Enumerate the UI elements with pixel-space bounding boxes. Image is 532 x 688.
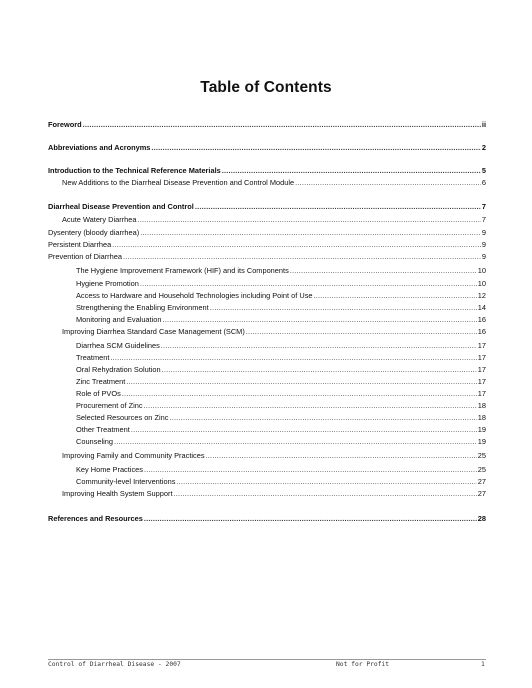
- toc-entry-title: Abbreviations and Acronyms: [48, 143, 151, 152]
- toc-entry-title: Improving Health System Support: [62, 489, 173, 498]
- toc-entry[interactable]: [76, 291, 486, 301]
- toc-dot-leader: [222, 166, 481, 176]
- toc-entry-page: 17: [477, 377, 486, 386]
- toc-entry[interactable]: [48, 143, 486, 153]
- toc-entry[interactable]: [76, 279, 486, 289]
- toc-entry-title: Monitoring and Evaluation: [76, 315, 162, 324]
- toc-entry-page: 16: [477, 315, 486, 324]
- toc-entry-page: 25: [477, 451, 486, 460]
- toc-entry-title: Community-level Interventions: [76, 477, 176, 486]
- toc-entry[interactable]: [76, 437, 486, 447]
- toc-dot-leader: [144, 514, 477, 524]
- toc-dot-leader: [174, 489, 477, 499]
- toc-dot-leader: [314, 291, 477, 301]
- toc-entry-page: 12: [477, 291, 486, 300]
- toc-dot-leader: [195, 202, 481, 212]
- toc-entry[interactable]: [76, 377, 486, 387]
- toc-entry-page: 16: [477, 327, 486, 336]
- toc-entry[interactable]: [76, 389, 486, 399]
- footer-page-number: 1: [481, 661, 485, 668]
- footer-divider: [48, 659, 486, 660]
- toc-entry[interactable]: [48, 228, 486, 238]
- toc-entry-title: Key Home Practices: [76, 465, 143, 474]
- toc-entry-page: 17: [477, 389, 486, 398]
- toc-dot-leader: [161, 341, 477, 351]
- toc-entry-page: 19: [477, 425, 486, 434]
- toc-entry-page: 27: [477, 477, 486, 486]
- toc-dot-leader: [162, 365, 477, 375]
- toc-dot-leader: [83, 120, 481, 130]
- toc-entry-title: Dysentery (bloody diarrhea): [48, 228, 140, 237]
- toc-entry-title: Hygiene Promotion: [76, 279, 139, 288]
- toc-entry-title: Selected Resources on Zinc: [76, 413, 169, 422]
- toc-entry[interactable]: [62, 215, 486, 225]
- toc-entry-page: 18: [477, 413, 486, 422]
- toc-entry-title: Diarrhea SCM Guidelines: [76, 341, 160, 350]
- toc-entry-page: 10: [477, 266, 486, 275]
- toc-entry[interactable]: [62, 489, 486, 499]
- toc-entry-title: Improving Diarrhea Standard Case Management (SCM): [62, 327, 245, 336]
- toc-dot-leader: [140, 228, 481, 238]
- toc-entry-title: Strengthening the Enabling Environment: [76, 303, 209, 312]
- toc-entry[interactable]: [76, 465, 486, 475]
- toc-entry-page: 17: [477, 365, 486, 374]
- toc-entry-page: 18: [477, 401, 486, 410]
- toc-entry[interactable]: [48, 514, 486, 524]
- toc-dot-leader: [140, 279, 477, 289]
- toc-entry-title: Counseling: [76, 437, 113, 446]
- toc-entry-page: 6: [481, 178, 486, 187]
- toc-entry-title: Zinc Treatment: [76, 377, 126, 386]
- toc-entry-title: Other Treatment: [76, 425, 130, 434]
- footer-notice: Not for Profit: [336, 661, 390, 668]
- toc-dot-leader: [114, 437, 477, 447]
- toc-entry-page: 7: [481, 215, 486, 224]
- toc-dot-leader: [110, 353, 476, 363]
- toc-entry-title: Prevention of Diarrhea: [48, 252, 122, 261]
- toc-entry-title: Foreword: [48, 120, 82, 129]
- toc-entry[interactable]: [76, 315, 486, 325]
- toc-entry-title: Role of PVOs: [76, 389, 121, 398]
- toc-entry[interactable]: [76, 341, 486, 351]
- toc-entry[interactable]: [76, 401, 486, 411]
- page-title: Table of Contents: [200, 79, 332, 96]
- toc-entry[interactable]: [76, 303, 486, 313]
- toc-entry-page: 2: [481, 143, 486, 152]
- toc-entry-title: Oral Rehydration Solution: [76, 365, 161, 374]
- toc-dot-leader: [126, 377, 476, 387]
- toc-dot-leader: [123, 252, 481, 262]
- toc-entry[interactable]: [48, 166, 486, 176]
- toc-entry-page: 5: [481, 166, 486, 175]
- toc-entry-title: Diarrheal Disease Prevention and Control: [48, 202, 194, 211]
- toc-dot-leader: [162, 315, 476, 325]
- toc-entry-title: Access to Hardware and Household Technologies including Point of Use: [76, 291, 313, 300]
- toc-entry[interactable]: [48, 120, 486, 130]
- toc-entry-page: 17: [477, 341, 486, 350]
- toc-entry[interactable]: [76, 477, 486, 487]
- toc-entry-page: 19: [477, 437, 486, 446]
- toc-entry-title: Persistent Diarrhea: [48, 240, 112, 249]
- toc-entry-page: 10: [477, 279, 486, 288]
- toc-entry[interactable]: [48, 240, 486, 250]
- toc-entry[interactable]: [62, 327, 486, 337]
- toc-dot-leader: [176, 477, 476, 487]
- toc-entry-title: Treatment: [76, 353, 110, 362]
- toc-entry-title: Acute Watery Diarrhea: [62, 215, 137, 224]
- toc-dot-leader: [122, 389, 477, 399]
- toc-entry-page: 7: [481, 202, 486, 211]
- toc-entry-title: References and Resources: [48, 514, 143, 523]
- toc-entry[interactable]: [62, 178, 486, 188]
- toc-entry[interactable]: [76, 365, 486, 375]
- toc-dot-leader: [246, 327, 477, 337]
- toc-dot-leader: [131, 425, 477, 435]
- toc-entry-page: 28: [477, 514, 486, 523]
- toc-entry[interactable]: [76, 425, 486, 435]
- toc-entry-page: 9: [481, 228, 486, 237]
- toc-entry-page: 17: [477, 353, 486, 362]
- toc-dot-leader: [112, 240, 481, 250]
- toc-entry[interactable]: [48, 202, 486, 212]
- toc-entry[interactable]: [48, 252, 486, 262]
- toc-dot-leader: [151, 143, 480, 153]
- toc-entry-title: Improving Family and Community Practices: [62, 451, 205, 460]
- toc-dot-leader: [169, 413, 476, 423]
- toc-dot-leader: [206, 451, 477, 461]
- toc-dot-leader: [290, 266, 477, 276]
- toc-entry-page: 9: [481, 252, 486, 261]
- toc-entry-title: Introduction to the Technical Reference Materials: [48, 166, 221, 175]
- toc-entry[interactable]: [76, 413, 486, 423]
- toc-entry-title: The Hygiene Improvement Framework (HIF) and its Components: [76, 266, 289, 275]
- toc-entry[interactable]: [62, 451, 486, 461]
- toc-entry-page: 9: [481, 240, 486, 249]
- toc-entry-page: 27: [477, 489, 486, 498]
- toc-dot-leader: [144, 465, 477, 475]
- toc-entry-title: New Additions to the Diarrheal Disease Prevention and Control Module: [62, 178, 295, 187]
- toc-dot-leader: [295, 178, 481, 188]
- footer-document-title: Control of Diarrheal Disease - 2007: [48, 661, 181, 668]
- toc-entry-page: 14: [477, 303, 486, 312]
- toc-entry-page: 25: [477, 465, 486, 474]
- toc-entry[interactable]: [76, 266, 486, 276]
- toc-entry[interactable]: [76, 353, 486, 363]
- toc-entry-title: Procurement of Zinc: [76, 401, 143, 410]
- toc-entry-page: ii: [481, 120, 486, 129]
- toc-dot-leader: [210, 303, 477, 313]
- toc-dot-leader: [144, 401, 477, 411]
- toc-dot-leader: [137, 215, 480, 225]
